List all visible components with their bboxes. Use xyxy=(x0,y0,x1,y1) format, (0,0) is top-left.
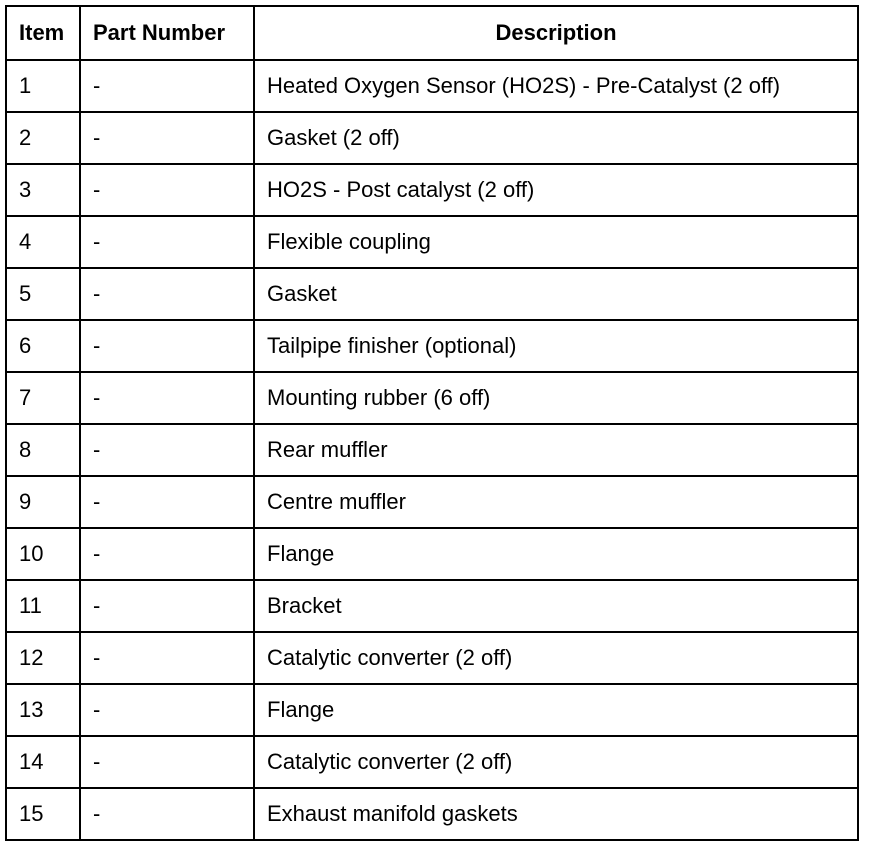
cell-description: Centre muffler xyxy=(254,476,858,528)
table-row xyxy=(6,320,858,372)
cell-description: Catalytic converter (2 off) xyxy=(254,736,858,788)
table-row xyxy=(6,736,858,788)
cell-part-number: - xyxy=(80,60,254,112)
table-row xyxy=(6,632,858,684)
cell-item: 10 xyxy=(6,528,80,580)
cell-part-number: - xyxy=(80,268,254,320)
cell-description: Gasket xyxy=(254,268,858,320)
cell-part-number: - xyxy=(80,372,254,424)
cell-description: Mounting rubber (6 off) xyxy=(254,372,858,424)
cell-item: 4 xyxy=(6,216,80,268)
table-row xyxy=(6,580,858,632)
table-row xyxy=(6,164,858,216)
cell-item: 3 xyxy=(6,164,80,216)
cell-item: 5 xyxy=(6,268,80,320)
table-header xyxy=(6,6,858,60)
cell-part-number: - xyxy=(80,632,254,684)
cell-item: 8 xyxy=(6,424,80,476)
cell-part-number: - xyxy=(80,112,254,164)
header-description: Description xyxy=(254,6,858,60)
table-row xyxy=(6,528,858,580)
table-row xyxy=(6,476,858,528)
cell-part-number: - xyxy=(80,216,254,268)
cell-item: 11 xyxy=(6,580,80,632)
cell-description: Tailpipe finisher (optional) xyxy=(254,320,858,372)
cell-part-number: - xyxy=(80,528,254,580)
cell-description: Flexible coupling xyxy=(254,216,858,268)
table-row xyxy=(6,60,858,112)
cell-item: 2 xyxy=(6,112,80,164)
cell-description: Exhaust manifold gaskets xyxy=(254,788,858,840)
cell-item: 12 xyxy=(6,632,80,684)
cell-description: HO2S - Post catalyst (2 off) xyxy=(254,164,858,216)
cell-item: 15 xyxy=(6,788,80,840)
table-row xyxy=(6,112,858,164)
cell-description: Flange xyxy=(254,684,858,736)
cell-item: 14 xyxy=(6,736,80,788)
cell-part-number: - xyxy=(80,684,254,736)
header-row xyxy=(6,6,858,60)
table-row xyxy=(6,268,858,320)
cell-description: Bracket xyxy=(254,580,858,632)
cell-part-number: - xyxy=(80,320,254,372)
table-body xyxy=(6,60,858,840)
cell-description: Heated Oxygen Sensor (HO2S) - Pre-Catalyst (2 off) xyxy=(254,60,858,112)
cell-item: 1 xyxy=(6,60,80,112)
cell-item: 6 xyxy=(6,320,80,372)
cell-part-number: - xyxy=(80,580,254,632)
cell-description: Flange xyxy=(254,528,858,580)
header-part-number: Part Number xyxy=(80,6,254,60)
cell-description: Rear muffler xyxy=(254,424,858,476)
header-item: Item xyxy=(6,6,80,60)
table-row xyxy=(6,788,858,840)
table-row xyxy=(6,424,858,476)
table-row xyxy=(6,216,858,268)
cell-item: 9 xyxy=(6,476,80,528)
cell-item: 13 xyxy=(6,684,80,736)
table-row xyxy=(6,372,858,424)
cell-part-number: - xyxy=(80,164,254,216)
cell-description: Gasket (2 off) xyxy=(254,112,858,164)
parts-table xyxy=(5,5,859,841)
cell-part-number: - xyxy=(80,476,254,528)
cell-item: 7 xyxy=(6,372,80,424)
cell-description: Catalytic converter (2 off) xyxy=(254,632,858,684)
table-row xyxy=(6,684,858,736)
cell-part-number: - xyxy=(80,736,254,788)
cell-part-number: - xyxy=(80,424,254,476)
cell-part-number: - xyxy=(80,788,254,840)
